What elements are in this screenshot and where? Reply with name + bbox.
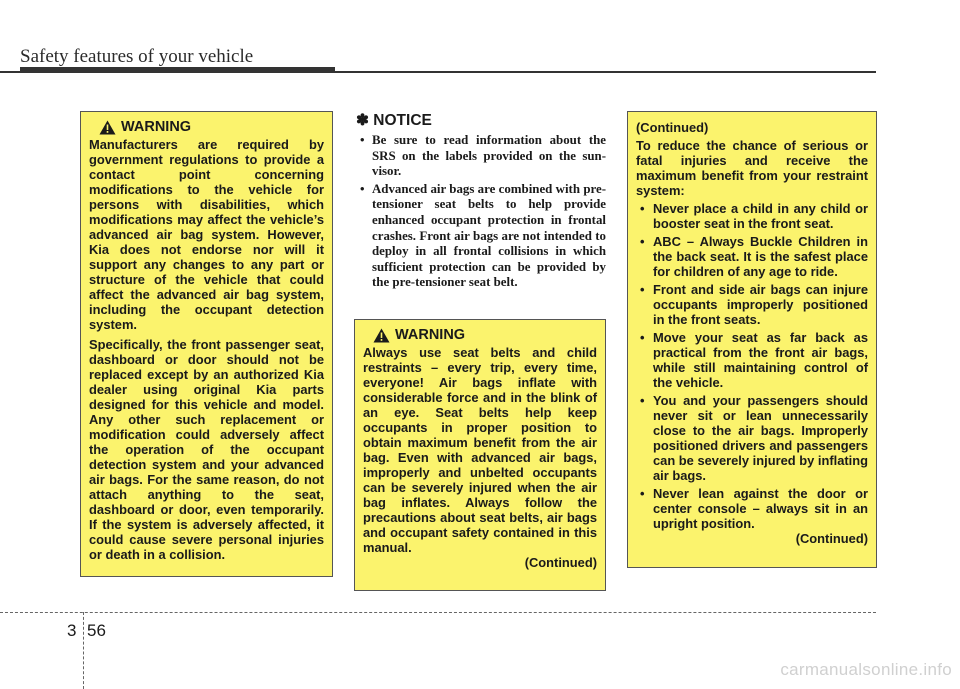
warning-paragraph: Specifically, the front passenger seat, dashboard or door should not be replaced except by an authorized Kia dealer using original Kia parts designed for this vehicle and model. Any other such replacement or modification could adversely affect the operation of the occupant detection system and your advanced air bags. For the same reason, do not attach anything to the seat, dashboard or door, even temporarily. If the system is adversely affected, it could cause severe personal injuries or death in a collision. [89,337,324,562]
warning-list-item: • Never lean against the door or center console – always sit in an upright position. [636,486,868,531]
header-rule [0,71,876,73]
warning-list-item: • Move your seat as far back as practical from the front air bags, while still maintaining control of the vehicle. [636,330,868,390]
notice-title: ✽ NOTICE [356,112,432,129]
warning-title: WARNING [395,327,466,343]
warning-box-right [627,111,877,568]
warning-title: WARNING [121,119,192,135]
page-number: 56 [87,621,106,640]
warning-triangle-icon [99,120,116,135]
warning-paragraph: Always use seat belts and child restraints – every trip, every time, everyone! Air bags inflate with considerable force and in the blink of an eye. Seat belts help keep occupants in proper position to obtain maximum benefit from the air bag. Even with advanced air bags, improperly and unbelted occupants can be severely injured when the air bag inflates. Always follow the precautions about seat belts, air bags and occupant safety contained in this manual. [363,345,597,555]
warning-list-item: • You and your passengers should never sit or lean unnecessarily close to the air bags. Improperly positioned drivers and passengers can be severely injured by inflating air bags. [636,393,868,483]
watermark: carmanualsonline.info [780,660,952,679]
warning-list-item: • Front and side air bags can injure occupants improperly positioned in the front seats. [636,282,868,327]
continued-label: (Continued) [524,555,597,570]
warning-heading [99,120,324,135]
chapter-number: 3 [67,621,77,640]
footer-divider [83,612,84,689]
warning-list-item: • Never place a child in any child or booster seat in the front seat. [636,201,868,231]
page-header-title: Safety features of your vehicle [20,46,254,67]
notice-item: • Be sure to read information about the SRS on the labels provided on the sun-visor. [356,133,606,180]
warning-paragraph: Manufacturers are required by government regulations to provide a contact point concerning modifications to the vehicle for persons with disabilities, which modifications may affect the vehicle’s advanced air bag system. However, Kia does not endorse nor will it support any changes to any part or structure of the vehicle that could affect the advanced air bag system, including the occupant detection system. [89,137,324,332]
notice-item: • Advanced air bags are combined with pre-tensioner seat belts to help provide enhanced occupant protection in frontal crashes. Front air bags are not intended to deploy in all frontal collisions in which sufficient protection can be provided by the pre-tensioner seat belt. [356,182,606,291]
continued-label: (Continued) [795,531,868,546]
warning-intro: To reduce the chance of serious or fatal injuries and receive the maximum benefit from your restraint system: [636,138,868,198]
notice-section [356,111,606,291]
warning-box-left [80,111,333,577]
continued-label: (Continued) [636,120,709,135]
warning-triangle-icon [373,328,390,343]
warning-box-middle [354,319,606,591]
warning-heading [373,328,597,343]
footer-rule [0,612,876,613]
warning-list-item: • ABC – Always Buckle Children in the back seat. It is the safest place for children of any age to ride. [636,234,868,279]
